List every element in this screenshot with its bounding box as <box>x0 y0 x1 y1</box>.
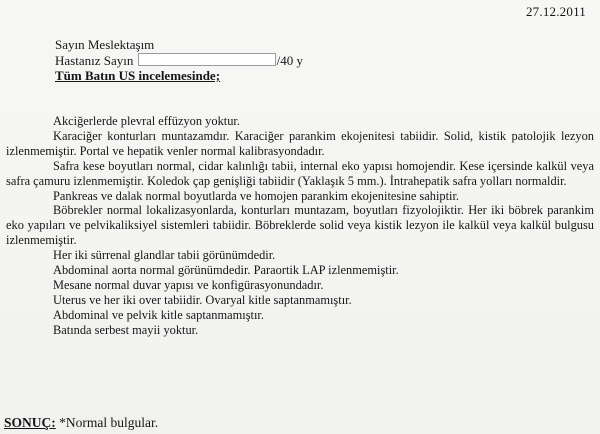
exam-title: Tüm Batın US incelemesinde; <box>55 68 221 83</box>
finding-kidneys: Böbrekler normal lokalizasyonlarda, konturları muntazam, boyutları fizyolojiktir. Her iki böbrek parankim eko yapıları ve pelvikaliksiyel sistemleri tabiidir. Böbreklerde solid veya kistik lezyon ile kalkül veya kalkül bulgusu izlenmemiştir. <box>6 203 594 248</box>
finding-aorta: Abdominal aorta normal görünümdedir. Paraortik LAP izlenmemiştir. <box>53 263 399 278</box>
conclusion-text: *Normal bulgular. <box>59 415 159 430</box>
finding-bladder: Mesane normal duvar yapısı ve konfigürasyonundadır. <box>53 277 324 292</box>
patient-line <box>55 53 303 68</box>
finding-masses: Abdominal ve pelvik kitle saptanmamıştır. <box>53 307 264 322</box>
patient-age: /40 y <box>276 53 303 68</box>
report-date: 27.12.2011 <box>525 4 586 19</box>
finding-gallbladder: Safra kese boyutları normal, cidar kalınlığı tabii, internal eko yapısı homojendir. Kese içersinde kalkül veya safra çamuru izlenmemiştir. Koledok çap genişliği tabiidir (Yaklaşık 5 mm.). İntrahepatik safra yolları normaldir. <box>6 158 594 188</box>
finding-adrenals: Her iki sürrenal glandlar tabii görünümdedir. <box>53 248 276 263</box>
finding-uterus-ovaries: Uterus ve her iki over tabiidir. Ovaryal kitle saptanmamıştır. <box>53 292 352 307</box>
finding-pancreas-spleen: Pankreas ve dalak normal boyutlarda ve homojen parankim ekojenitesine sahiptir. <box>53 188 460 203</box>
finding-liver: Karaciğer konturları muntazamdır. Karaciğer parankim ekojenitesi tabiidir. Solid, kistik patolojik lezyon izlenmemiştir. Portal ve hepatik venler normal kalibrasyondadır. <box>6 128 594 158</box>
greeting: Sayın Meslektaşım <box>55 37 155 52</box>
finding-free-fluid: Batında serbest mayii yoktur. <box>53 322 199 337</box>
conclusion-label: SONUÇ: <box>4 415 56 430</box>
report-body <box>6 114 594 338</box>
patient-prefix: Hastanız Sayın <box>55 53 134 68</box>
finding-lungs: Akciğerlerde plevral effüzyon yoktur. <box>53 114 240 128</box>
conclusion <box>4 415 158 431</box>
redacted-name-box <box>138 53 276 66</box>
